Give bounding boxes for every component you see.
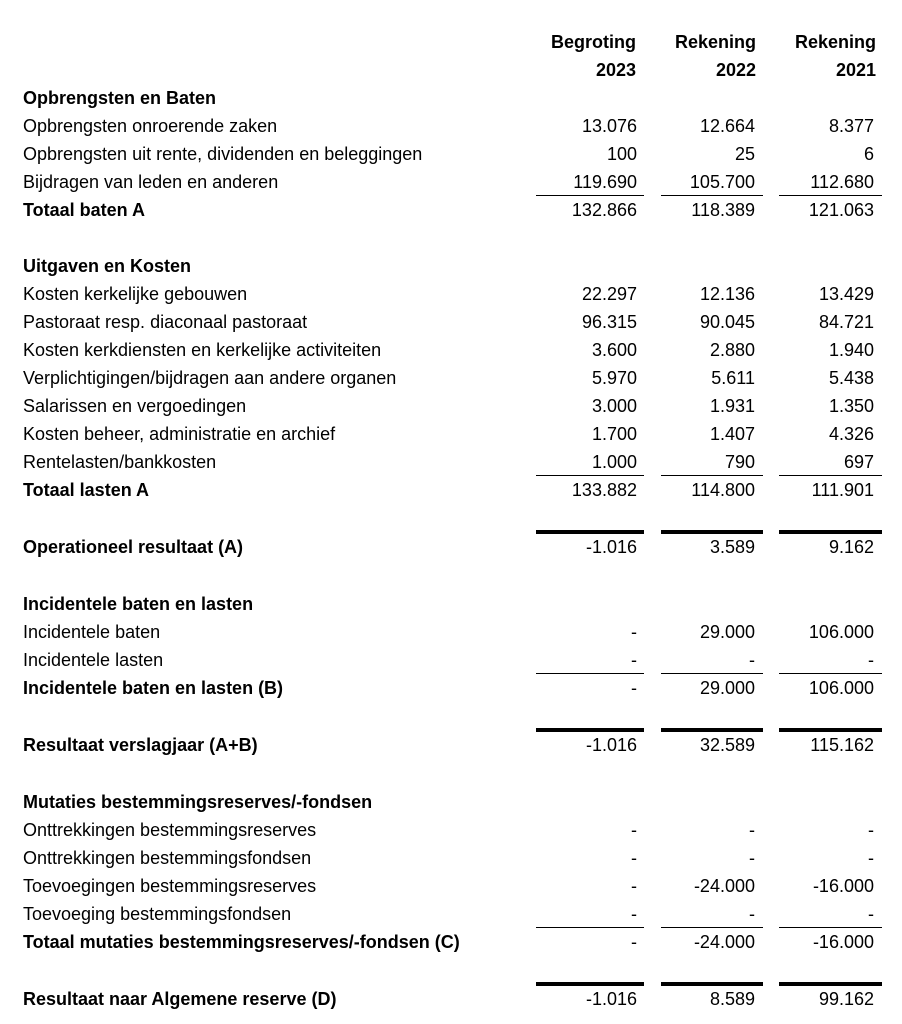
column-header-line1: Begroting [551, 32, 636, 52]
table-row [0, 900, 902, 928]
total-row [0, 674, 902, 702]
value-2023: - [631, 876, 637, 896]
table-row [0, 844, 902, 872]
total-label: Incidentele baten en lasten (B) [23, 678, 284, 698]
value-2021: 5.438 [828, 368, 874, 388]
value-2021: 121.063 [808, 200, 874, 220]
value-2022: 12.136 [699, 284, 755, 304]
column-header-begroting-2023 [516, 28, 636, 84]
value-2021: 106.000 [808, 622, 874, 642]
value-2023: - [631, 622, 637, 642]
value-2021: 1.350 [828, 396, 874, 416]
table-row [0, 420, 902, 448]
table-row [0, 618, 902, 646]
value-2021: 112.680 [810, 172, 874, 192]
row-label: Toevoegingen bestemmingsreserves [23, 876, 317, 896]
row-label: Kosten kerkelijke gebouwen [23, 284, 248, 304]
result-label: Resultaat verslagjaar (A+B) [23, 735, 258, 755]
value-2022: - [749, 904, 755, 924]
value-2023: 133.882 [571, 480, 637, 500]
value-2022: -24.000 [693, 932, 755, 952]
value-2023: - [631, 820, 637, 840]
value-2022: 105.700 [689, 172, 755, 192]
table-row [0, 336, 902, 364]
value-2021: -16.000 [812, 876, 874, 896]
row-label: Kosten kerkdiensten en kerkelijke activiteiten [23, 340, 382, 360]
table-row [0, 168, 902, 196]
row-label: Kosten beheer, administratie en archief [23, 424, 336, 444]
result-row-operationeel [0, 533, 902, 561]
value-2023: -1.016 [585, 989, 637, 1009]
value-2021: -16.000 [812, 932, 874, 952]
row-label: Verplichtigingen/bijdragen aan andere organen [23, 368, 397, 388]
section-heading-label: Uitgaven en Kosten [23, 256, 192, 276]
column-header-line2: 2023 [595, 60, 636, 80]
value-2021: 8.377 [828, 116, 874, 136]
value-2021: 99.162 [818, 989, 874, 1009]
value-2021: 115.162 [810, 735, 874, 755]
section-heading-mutaties [0, 788, 902, 816]
value-2021: 4.326 [828, 424, 874, 444]
row-label: Opbrengsten uit rente, dividenden en beleggingen [23, 144, 423, 164]
result-row-verslagjaar [0, 731, 902, 759]
value-2023: 100 [606, 144, 637, 164]
value-2022: 3.589 [709, 537, 755, 557]
value-2022: 2.880 [709, 340, 755, 360]
value-2022: 29.000 [699, 678, 755, 698]
value-2021: 13.429 [818, 284, 874, 304]
value-2022: 25 [734, 144, 755, 164]
value-2023: - [631, 848, 637, 868]
result-label: Resultaat naar Algemene reserve (D) [23, 989, 337, 1009]
value-2023: 119.690 [573, 172, 637, 192]
column-header-rekening-2022 [636, 28, 756, 84]
value-2023: 22.297 [581, 284, 637, 304]
section-heading-baten [0, 84, 902, 112]
value-2022: 114.800 [691, 480, 755, 500]
value-2023: 1.000 [591, 452, 637, 472]
value-2022: 12.664 [699, 116, 755, 136]
total-row [0, 196, 902, 224]
value-2021: - [868, 650, 874, 670]
section-heading-lasten [0, 252, 902, 280]
column-header-line1: Rekening [674, 32, 756, 52]
total-label: Totaal mutaties bestemmingsreserves/-fondsen (C) [23, 932, 460, 952]
row-label: Toevoeging bestemmingsfondsen [23, 904, 292, 924]
row-label: Salarissen en vergoedingen [23, 396, 247, 416]
table-row [0, 280, 902, 308]
value-2021: - [868, 820, 874, 840]
value-2023: - [631, 904, 637, 924]
value-2022: 5.611 [711, 368, 755, 388]
value-2022: 790 [724, 452, 755, 472]
value-2023: 132.866 [571, 200, 637, 220]
value-2023: 3.600 [591, 340, 637, 360]
total-label: Totaal baten A [23, 200, 146, 220]
row-label: Onttrekkingen bestemmingsreserves [23, 820, 317, 840]
table-row [0, 364, 902, 392]
table-row [0, 308, 902, 336]
table-row [0, 112, 902, 140]
value-2023: 3.000 [591, 396, 637, 416]
row-label: Pastoraat resp. diaconaal pastoraat [23, 312, 308, 332]
total-row [0, 928, 902, 956]
value-2022: 29.000 [699, 622, 755, 642]
value-2022: 118.389 [691, 200, 755, 220]
value-2021: 106.000 [808, 678, 874, 698]
value-2023: 13.076 [581, 116, 637, 136]
value-2023: - [631, 678, 637, 698]
section-heading-label: Incidentele baten en lasten [23, 594, 254, 614]
table-row [0, 448, 902, 476]
table-row [0, 872, 902, 900]
value-2023: 1.700 [591, 424, 637, 444]
total-row [0, 476, 902, 504]
value-2023: - [631, 650, 637, 670]
table-row [0, 816, 902, 844]
result-row-algemene-reserve [0, 985, 902, 1013]
value-2021: 6 [863, 144, 874, 164]
value-2021: 1.940 [828, 340, 874, 360]
value-2022: 1.931 [709, 396, 755, 416]
table-row [0, 392, 902, 420]
section-heading-incidenteel [0, 590, 902, 618]
value-2022: 90.045 [699, 312, 755, 332]
value-2023: -1.016 [585, 735, 637, 755]
value-2023: -1.016 [585, 537, 637, 557]
value-2022: 8.589 [709, 989, 755, 1009]
row-label: Incidentele baten [23, 622, 161, 642]
result-label: Operationeel resultaat (A) [23, 537, 244, 557]
value-2021: 9.162 [828, 537, 874, 557]
column-header-rekening-2021 [756, 28, 876, 84]
table-row [0, 646, 902, 674]
row-label: Rentelasten/bankkosten [23, 452, 217, 472]
value-2023: 96.315 [581, 312, 637, 332]
value-2021: 84.721 [818, 312, 874, 332]
section-heading-label: Mutaties bestemmingsreserves/-fondsen [23, 792, 373, 812]
value-2022: - [749, 650, 755, 670]
value-2023: - [631, 932, 637, 952]
value-2023: 5.970 [591, 368, 637, 388]
value-2021: 697 [843, 452, 874, 472]
value-2021: 111.901 [811, 480, 874, 500]
total-label: Totaal lasten A [23, 480, 150, 500]
column-header-line2: 2021 [835, 60, 876, 80]
column-header-line2: 2022 [715, 60, 756, 80]
value-2022: 1.407 [709, 424, 755, 444]
row-label: Opbrengsten onroerende zaken [23, 116, 278, 136]
row-label: Incidentele lasten [23, 650, 164, 670]
value-2022: - [749, 820, 755, 840]
value-2021: - [868, 848, 874, 868]
table-row [0, 140, 902, 168]
value-2022: -24.000 [693, 876, 755, 896]
value-2021: - [868, 904, 874, 924]
row-label: Bijdragen van leden en anderen [23, 172, 279, 192]
row-label: Onttrekkingen bestemmingsfondsen [23, 848, 312, 868]
value-2022: - [749, 848, 755, 868]
column-header-line1: Rekening [794, 32, 876, 52]
section-heading-label: Opbrengsten en Baten [23, 88, 217, 108]
value-2022: 32.589 [699, 735, 755, 755]
